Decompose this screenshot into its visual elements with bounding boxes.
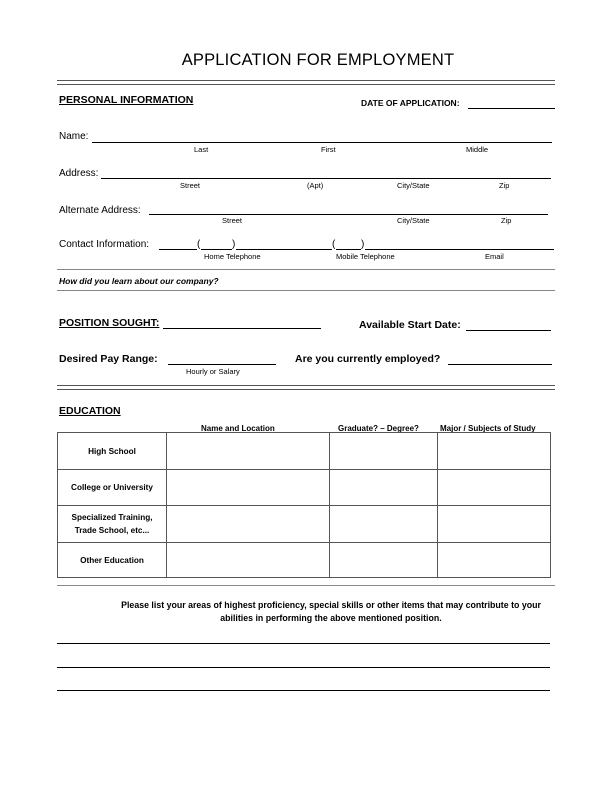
available-start-date-field[interactable] bbox=[466, 330, 551, 331]
available-start-date-label: Available Start Date: bbox=[359, 319, 461, 331]
cell-college-name[interactable] bbox=[167, 470, 330, 506]
column-major-subjects: Major / Subjects of Study bbox=[440, 424, 536, 433]
contact-sub-email: Email bbox=[485, 252, 504, 261]
home-paren-open: ( bbox=[197, 239, 201, 250]
education-divider-bottom bbox=[57, 389, 555, 390]
cell-high-school-name[interactable] bbox=[167, 433, 330, 470]
cell-high-school-major[interactable] bbox=[438, 433, 551, 470]
mobile-paren-close: ) bbox=[361, 239, 365, 250]
address-sub-street: Street bbox=[180, 181, 201, 190]
column-graduate-degree: Graduate? – Degree? bbox=[338, 424, 419, 433]
contact-info-label: Contact Information: bbox=[59, 239, 150, 250]
skills-answer-line-2[interactable] bbox=[57, 667, 550, 668]
title-divider-top bbox=[57, 80, 555, 81]
skills-answer-line-1[interactable] bbox=[57, 643, 550, 644]
table-row bbox=[58, 433, 551, 470]
address-sub-apt: (Apt) bbox=[307, 181, 324, 190]
learn-answer-line[interactable] bbox=[57, 290, 555, 291]
cell-college-degree[interactable] bbox=[330, 470, 438, 506]
home-area-code-field[interactable] bbox=[159, 249, 197, 250]
row-label-college: College or University bbox=[58, 470, 167, 506]
cell-college-major[interactable] bbox=[438, 470, 551, 506]
desired-pay-range-label: Desired Pay Range: bbox=[59, 353, 158, 365]
name-label: Name: bbox=[59, 131, 89, 142]
address-sub-city-state: City/State bbox=[397, 181, 430, 190]
row-label-specialized-line2: Trade School, etc... bbox=[74, 526, 150, 535]
cell-specialized-name[interactable] bbox=[167, 506, 330, 543]
mobile-email-field[interactable] bbox=[365, 249, 554, 250]
date-of-application-field[interactable] bbox=[468, 108, 555, 109]
currently-employed-label: Are you currently employed? bbox=[295, 353, 441, 365]
pay-sub-hourly-salary: Hourly or Salary bbox=[186, 367, 240, 376]
contact-sub-home: Home Telephone bbox=[204, 252, 261, 261]
position-sought-field[interactable] bbox=[163, 328, 321, 329]
table-row bbox=[58, 470, 551, 506]
address-sub-zip: Zip bbox=[499, 181, 510, 190]
skills-answer-line-3[interactable] bbox=[57, 690, 550, 691]
alternate-address-label: Alternate Address: bbox=[59, 205, 141, 216]
table-row bbox=[58, 506, 551, 543]
name-sub-middle: Middle bbox=[466, 145, 489, 154]
learn-divider bbox=[57, 269, 555, 270]
mobile-paren-open: ( bbox=[332, 239, 336, 250]
cell-other-degree[interactable] bbox=[330, 543, 438, 578]
cell-high-school-degree[interactable] bbox=[330, 433, 438, 470]
alt-address-sub-street: Street bbox=[222, 216, 243, 225]
education-heading: EDUCATION bbox=[59, 405, 121, 417]
cell-other-name[interactable] bbox=[167, 543, 330, 578]
cell-specialized-degree[interactable] bbox=[330, 506, 438, 543]
skills-divider bbox=[57, 585, 555, 586]
cell-other-major[interactable] bbox=[438, 543, 551, 578]
table-row bbox=[58, 543, 551, 578]
address-label: Address: bbox=[59, 168, 99, 179]
page-title: APPLICATION FOR EMPLOYMENT bbox=[181, 51, 455, 69]
row-label-other: Other Education bbox=[58, 543, 167, 578]
title-divider-bottom bbox=[57, 84, 555, 85]
personal-info-heading: PERSONAL INFORMATION bbox=[59, 94, 194, 106]
column-name-location: Name and Location bbox=[201, 424, 275, 433]
mobile-prefix-field[interactable] bbox=[336, 249, 361, 250]
skills-prompt-line2: abilities in performing the above mentioned position. bbox=[220, 613, 442, 623]
date-of-application-label: DATE OF APPLICATION: bbox=[361, 98, 460, 108]
currently-employed-field[interactable] bbox=[448, 364, 552, 365]
desired-pay-range-field[interactable] bbox=[168, 364, 276, 365]
name-sub-first: First bbox=[321, 145, 336, 154]
name-field[interactable] bbox=[92, 142, 552, 143]
position-sought-label: POSITION SOUGHT: bbox=[59, 317, 160, 329]
learn-about-company-label: How did you learn about our company? bbox=[59, 276, 219, 286]
alternate-address-field[interactable] bbox=[149, 214, 548, 215]
address-field[interactable] bbox=[101, 178, 551, 179]
row-label-high-school: High School bbox=[58, 433, 167, 470]
row-label-specialized-line1: Specialized Training, bbox=[71, 513, 153, 522]
home-paren-close: ) bbox=[232, 239, 236, 250]
alt-address-sub-city-state: City/State bbox=[397, 216, 430, 225]
name-sub-last: Last bbox=[194, 145, 209, 154]
cell-specialized-major[interactable] bbox=[438, 506, 551, 543]
alt-address-sub-zip: Zip bbox=[501, 216, 512, 225]
education-divider-top bbox=[57, 385, 555, 386]
education-table bbox=[57, 432, 551, 578]
home-telephone-field[interactable] bbox=[236, 249, 332, 250]
home-prefix-field[interactable] bbox=[201, 249, 232, 250]
skills-prompt-line1: Please list your areas of highest proficiency, special skills or other items that may contribute to your bbox=[121, 600, 541, 610]
row-label-specialized bbox=[58, 506, 167, 543]
contact-sub-mobile: Mobile Telephone bbox=[336, 252, 395, 261]
